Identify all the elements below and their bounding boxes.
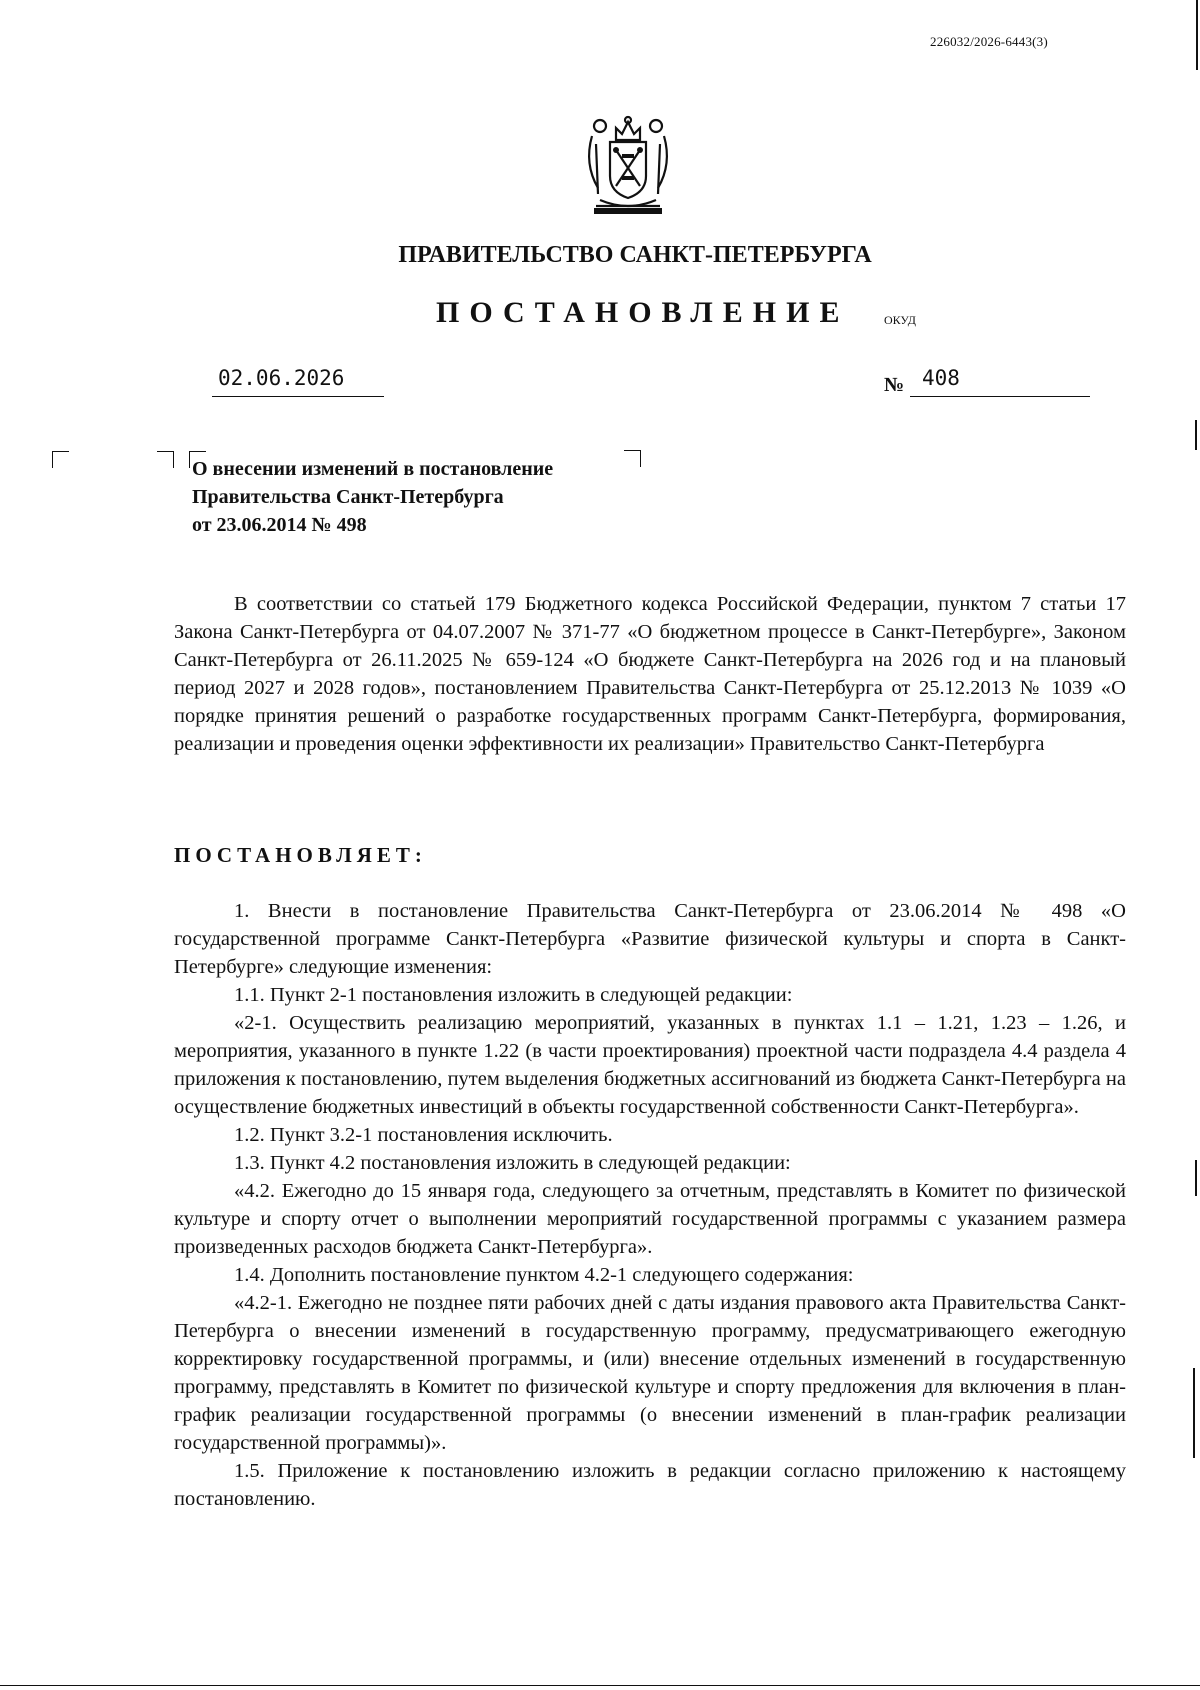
preamble-text: В соответствии со статьей 179 Бюджетного кодекса Российской Федерации, пунктом 7 статьи 17 Закона Санкт-Петербурга от 04.07.2007 № 371-77 «О бюджетном процессе в Санкт-Петербурге», Законом Санкт-Петербурга от 26.11.2025 № 659-124 «О бюджете Санкт-Петербурга на 2026 год и на плановый период 2027 и 2028 годов», постановлением Правительства Санкт-Петербурга от 25.12.2013 № 1039 «О порядке принятия решений о разработке государственных программ Санкт-Петербурга, формирования, реализации и проведения оценки эффективности их реализации» Правительство Санкт-Петербурга (174, 593, 1126, 755)
title-line: от 23.06.2014 № 498 (192, 514, 367, 536)
title-line: Правительства Санкт-Петербурга (192, 486, 504, 508)
government-name: ПРАВИТЕЛЬСТВО САНКТ-ПЕТЕРБУРГА (398, 242, 872, 268)
corner-mark (157, 451, 174, 468)
title-corner-mark (624, 450, 641, 467)
number-sign: № (884, 374, 905, 396)
item-paragraph: 1.4. Дополнить постановление пунктом 4.2-1 следующего содержания: (234, 1264, 854, 1286)
item-paragraph: 1. Внести в постановление Правительства Санкт-Петербурга от 23.06.2014 № 498 «О государственной программе Санкт-Петербурга «Развитие физической культуры и спорта в Санкт-Петербурге» следующие изменения: (174, 900, 1126, 978)
title-line: О внесении изменений в постановление (192, 458, 554, 480)
document-registration-number: 226032/2026-6443(3) (930, 34, 1048, 49)
item-paragraph: «4.2. Ежегодно до 15 января года, следующего за отчетным, представлять в Комитет по физической культуре и спорту отчет о выполнении мероприятий государственной программы с указанием размера произведенных расходов бюджета Санкт-Петербурга». (174, 1180, 1126, 1258)
document-kind: ПОСТАНОВЛЕНИЕ (436, 296, 850, 329)
item-paragraph: 1.5. Приложение к постановлению изложить в редакции согласно приложению к настоящему постановлению. (174, 1460, 1126, 1510)
document-number: 408 (910, 366, 1090, 397)
resolves-heading: ПОСТАНОВЛЯЕТ: (174, 843, 427, 867)
saint-petersburg-coat-of-arms-icon (580, 114, 676, 218)
corner-mark (52, 451, 69, 468)
item-paragraph: «4.2-1. Ежегодно не позднее пяти рабочих дней с даты издания правового акта Правительства Санкт-Петербурга о внесении изменений в государственную программу, предусматривающего ежегодную корректировку государственной программы, и (или) внесение отдельных изменений в государственную программу, представлять в Комитет по физической культуре и спорту предложения для включения в план-график реализации государственной программы (о внесении изменений в план-график реализации государственной программы)». (174, 1292, 1126, 1454)
scan-edge-line (1193, 1368, 1195, 1458)
resolution-items (174, 897, 1126, 1513)
document-title (192, 455, 553, 539)
document-date: 02.06.2026 (212, 366, 384, 397)
scan-edge-line (1195, 420, 1197, 450)
scan-edge-line (1196, 0, 1198, 70)
scan-edge-line (1195, 1160, 1197, 1196)
item-paragraph: «2-1. Осуществить реализацию мероприятий, указанных в пунктах 1.1 – 1.21, 1.23 – 1.26, и мероприятия, указанного в пункте 1.22 (в части проектирования) проектной части подраздела 4.4 раздела 4 приложения к постановлению, путем выделения бюджетных ассигнований из бюджета Санкт-Петербурга на осуществление бюджетных инвестиций в объекты государственной собственности Санкт-Петербурга». (174, 1012, 1126, 1118)
okud-label: ОКУД (884, 313, 916, 327)
scan-edge-line (0, 1685, 1200, 1686)
item-paragraph: 1.1. Пункт 2-1 постановления изложить в следующей редакции: (234, 984, 793, 1006)
preamble (174, 590, 1126, 758)
item-paragraph: 1.2. Пункт 3.2-1 постановления исключить. (234, 1124, 613, 1146)
item-paragraph: 1.3. Пункт 4.2 постановления изложить в следующей редакции: (234, 1152, 791, 1174)
